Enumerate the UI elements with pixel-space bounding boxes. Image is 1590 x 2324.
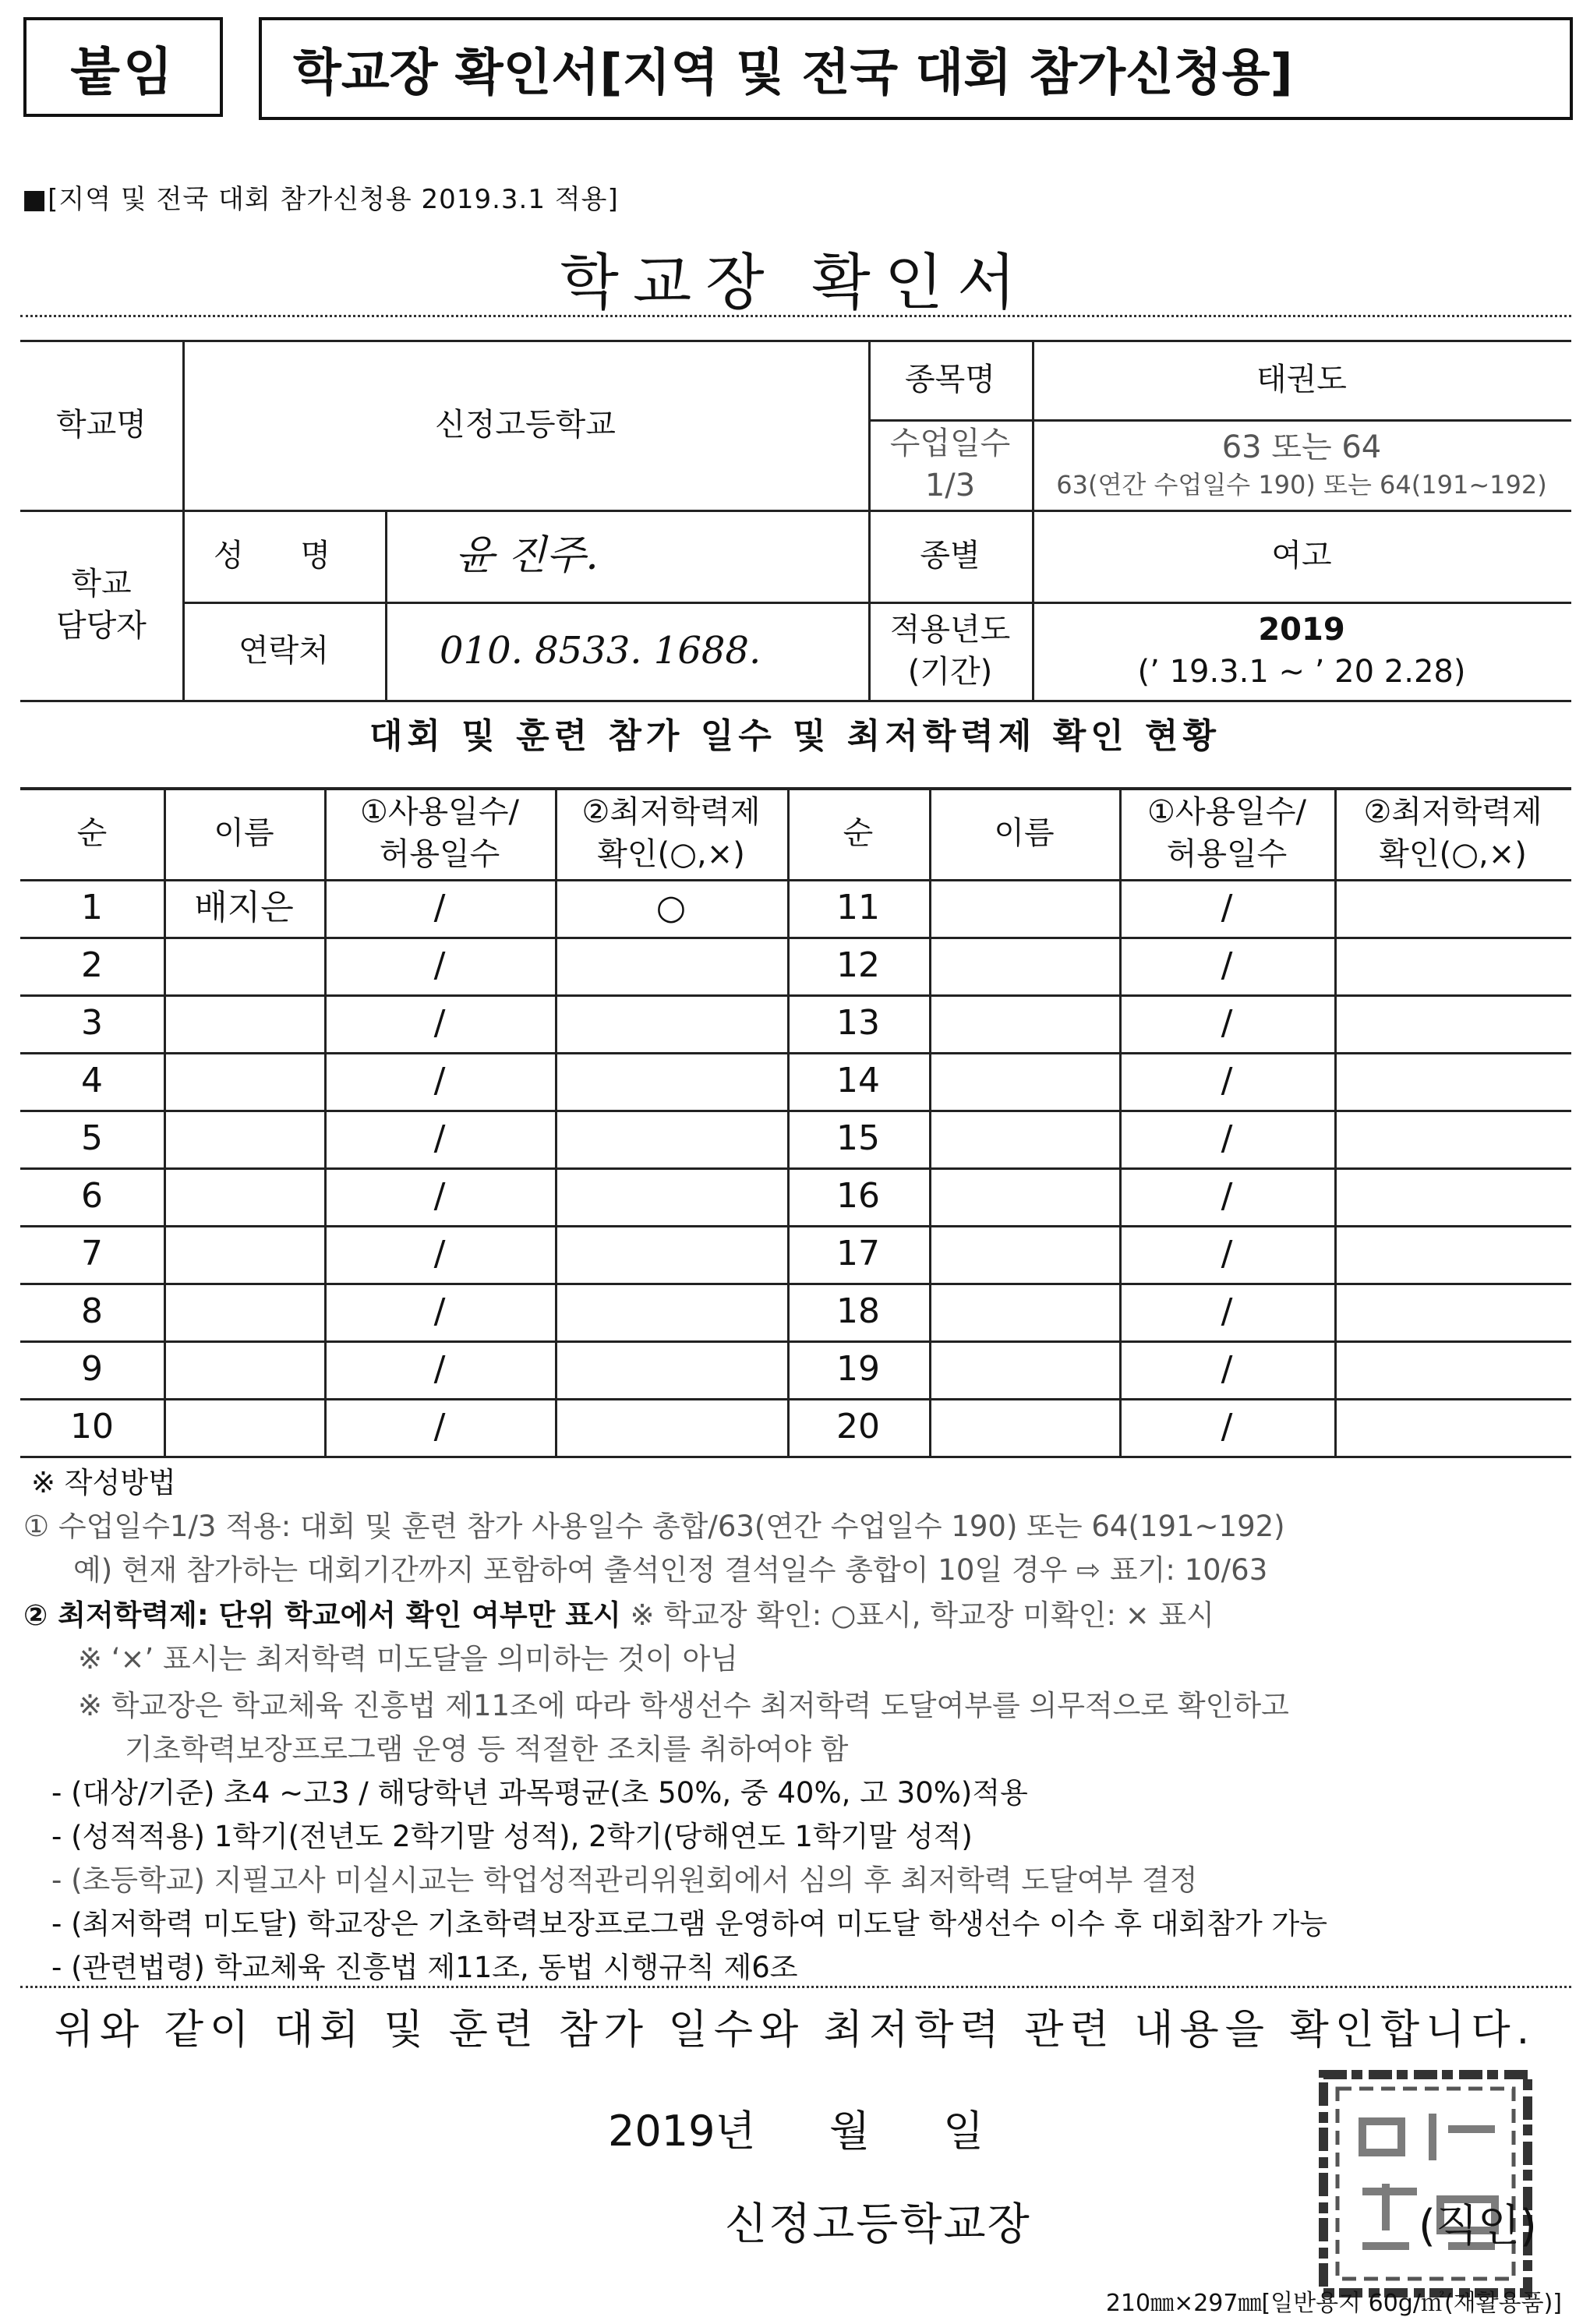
class-days-label — [868, 419, 1032, 510]
header-no — [787, 787, 929, 879]
row-number: 1 — [81, 888, 103, 928]
student-name: 배지은 — [194, 888, 294, 928]
student-name — [929, 1225, 1119, 1283]
student-name — [164, 937, 324, 994]
note-4-line-1: ※ 학교장은 학교체육 진흥법 제11조에 따라 학생선수 최저학력 도달여부를 의무적으로 확인하고 — [78, 1689, 1289, 1722]
student-name — [164, 1052, 324, 1110]
days-used: / — [1221, 1003, 1233, 1044]
achievement-check — [555, 994, 787, 1052]
days-used: / — [433, 1291, 446, 1332]
header-days-text: 허용일수 — [1166, 836, 1288, 872]
student-name — [164, 1225, 324, 1283]
school-name-value: 신정고등학교 — [435, 407, 616, 443]
notice-line: ■[지역 및 전국 대회 참가신청용 2019.3.1 적용] — [22, 184, 619, 215]
class-days-label-line2: 1/3 — [924, 468, 976, 503]
note-1-line-1: ① 수업일수1/3 적용: 대회 및 훈련 참가 사용일수 총합/63(연간 수업일수 190) 또는 64(191~192) — [23, 1510, 1285, 1543]
section-title: 대회 및 훈련 참가 일수 및 최저학력제 확인 현황 — [369, 716, 1221, 756]
sport-value: 태권도 — [1256, 362, 1347, 397]
achievement-check — [1334, 1167, 1571, 1225]
confirmation-text: 위와 같이 대회 및 훈련 참가 일수와 최저학력 관련 내용을 확인합니다. — [54, 2007, 1536, 2054]
year-label-line1: 적용년도 — [889, 612, 1011, 648]
days-used: / — [1221, 945, 1233, 986]
header-days — [1119, 787, 1334, 879]
class-days-main: 63 또는 64 — [1221, 429, 1382, 466]
bullet-2: - (성적적용) 1학기(전년도 2학기말 성적), 2학기(당해연도 1학기말 성적) — [51, 1820, 973, 1853]
header-name-text: 이름 — [994, 815, 1055, 851]
achievement-check — [1334, 879, 1571, 937]
sport-label: 종목명 — [905, 362, 995, 397]
header-check-text: ②최저학력제 — [581, 794, 761, 830]
category-label: 종별 — [920, 538, 980, 574]
row-number: 18 — [836, 1291, 880, 1332]
row-number: 16 — [836, 1176, 880, 1217]
achievement-check — [555, 1110, 787, 1167]
student-name — [929, 994, 1119, 1052]
student-name — [929, 1283, 1119, 1340]
achievement-check — [555, 937, 787, 994]
header-days-text: 허용일수 — [379, 836, 500, 872]
note-2-rest: ※ 학교장 확인: ○표시, 학교장 미확인: × 표시 — [630, 1598, 1214, 1632]
paper-spec-footer: 210㎜×297㎜[일반용지 60g/㎡(재활용품)] — [1105, 2290, 1562, 2317]
row-number: 3 — [81, 1003, 103, 1044]
note-2-bold: ② 최저학력제: 단위 학교에서 확인 여부만 표시 — [23, 1598, 621, 1632]
row-number: 10 — [70, 1407, 114, 1447]
days-used: / — [1221, 1349, 1233, 1390]
header-name — [164, 787, 324, 879]
days-used: / — [433, 1003, 446, 1044]
student-name — [164, 1283, 324, 1340]
days-used: / — [1221, 1061, 1233, 1101]
student-name — [929, 1167, 1119, 1225]
contact-label: 연락처 — [238, 633, 329, 669]
bullet-5: - (관련법령) 학교체육 진흥법 제11조, 동법 시행규칙 제6조 — [51, 1951, 798, 1984]
header-check-text: ②최저학력제 — [1363, 794, 1542, 830]
header-no-text: 순 — [843, 815, 874, 851]
year-label-line2: (기간) — [907, 654, 993, 690]
note-1-line-2: 예) 현재 참가하는 대회기간까지 포함하여 출석인정 결석일수 총합이 10일 경우 ⇨ 표기: 10/63 — [73, 1553, 1268, 1587]
dotted-divider — [20, 315, 1571, 317]
manager-label — [20, 510, 182, 700]
school-name-label: 학교명 — [56, 407, 147, 443]
bullet-3: - (초등학교) 지필고사 미실시교는 학업성적관리위원회에서 심의 후 최저학력 도달여부 결정 — [51, 1863, 1198, 1897]
days-used: / — [1221, 1176, 1233, 1217]
achievement-check — [1334, 1283, 1571, 1340]
year-period: (’ 19.3.1 ~ ’ 20 2.28) — [1137, 654, 1466, 690]
student-name — [164, 1110, 324, 1167]
days-used: / — [1221, 1291, 1233, 1332]
student-name — [164, 994, 324, 1052]
days-used: / — [433, 1234, 446, 1274]
date-day: 일 — [943, 2107, 984, 2156]
date-year: 2019년 — [608, 2107, 756, 2156]
notes-heading: ※ 작성방법 — [31, 1466, 176, 1499]
student-name — [164, 1398, 324, 1456]
student-name — [929, 1340, 1119, 1398]
student-name — [929, 1110, 1119, 1167]
row-number: 13 — [836, 1003, 880, 1044]
date-month: 월 — [829, 2107, 871, 2156]
year-main: 2019 — [1258, 612, 1345, 648]
days-used: / — [1221, 1118, 1233, 1159]
contact-handwritten: 010. 8533. 1688. — [440, 628, 761, 673]
achievement-check — [555, 1167, 787, 1225]
achievement-check — [555, 1398, 787, 1456]
class-days-note: 63(연간 수업일수 190) 또는 64(191~192) — [1056, 470, 1547, 500]
student-name — [929, 1398, 1119, 1456]
note-3: ※ ‘×’ 표시는 최저학력 미도달을 의미하는 것이 아님 — [78, 1642, 738, 1676]
bullet-1: - (대상/기준) 초4 ~고3 / 해당학년 과목평균(초 50%, 중 40%, 고 30%)적용 — [51, 1776, 1028, 1810]
student-name — [929, 937, 1119, 994]
row-number: 15 — [836, 1118, 880, 1159]
achievement-check — [1334, 994, 1571, 1052]
header-days-text: ①사용일수/ — [360, 794, 519, 830]
row-number: 20 — [836, 1407, 880, 1447]
achievement-check — [1334, 937, 1571, 994]
category-value: 여고 — [1271, 538, 1332, 574]
note-4-line-2: 기초학력보장프로그램 운영 등 적절한 조치를 취하여야 함 — [125, 1732, 849, 1766]
achievement-check — [1334, 1398, 1571, 1456]
days-used: / — [1221, 1407, 1233, 1447]
days-used: / — [433, 888, 446, 928]
header-check — [1334, 787, 1571, 879]
achievement-check — [1334, 1052, 1571, 1110]
year-label — [868, 602, 1032, 700]
row-number: 7 — [81, 1234, 103, 1274]
row-number: 14 — [836, 1061, 880, 1101]
row-number: 11 — [836, 888, 880, 928]
days-used: / — [433, 1349, 446, 1390]
achievement-check — [555, 1225, 787, 1283]
manager-name-handwritten: 윤 진주. — [455, 532, 599, 579]
header-no-text: 순 — [76, 815, 108, 851]
row-number: 6 — [81, 1176, 103, 1217]
manager-label-line1: 학교 — [71, 566, 132, 602]
days-used: / — [433, 945, 446, 986]
header-name-text: 이름 — [214, 815, 274, 851]
info-bottom-border — [20, 700, 1571, 702]
student-name — [929, 879, 1119, 937]
header-check-text: 확인(○,×) — [1379, 836, 1527, 872]
row-number: 5 — [81, 1118, 103, 1159]
principal-name: 신정고등학교장 — [725, 2199, 1031, 2250]
days-used: / — [1221, 1234, 1233, 1274]
days-used: / — [433, 1176, 446, 1217]
header-days — [324, 787, 555, 879]
name-label: 성 명 — [214, 538, 354, 574]
achievement-check — [555, 1052, 787, 1110]
days-used: / — [433, 1407, 446, 1447]
row-number: 4 — [81, 1061, 103, 1101]
student-name — [929, 1052, 1119, 1110]
days-used: / — [1221, 888, 1233, 928]
achievement-check — [1334, 1110, 1571, 1167]
row-number: 12 — [836, 945, 880, 986]
row-number: 17 — [836, 1234, 880, 1274]
header-name — [929, 787, 1119, 879]
days-used: / — [433, 1118, 446, 1159]
note-2 — [23, 1591, 1214, 1634]
row-number: 2 — [81, 945, 103, 986]
header-title: 학교장 확인서[지역 및 전국 대회 참가신청용] — [259, 17, 1573, 120]
attachment-label: 붙임 — [23, 17, 223, 117]
achievement-check — [1334, 1225, 1571, 1283]
achievement-check — [555, 1283, 787, 1340]
manager-label-line2: 담당자 — [56, 608, 147, 644]
seal-label: (직인) — [1419, 2201, 1537, 2252]
row-number: 8 — [81, 1291, 103, 1332]
year-value — [1032, 602, 1571, 700]
header-check — [555, 787, 787, 879]
header-check-text: 확인(○,×) — [597, 836, 745, 872]
row-number: 9 — [81, 1349, 103, 1390]
document-title: 학교장 확인서 — [560, 248, 1030, 318]
class-days-label-line1: 수업일수 — [889, 426, 1011, 461]
class-days-value — [1032, 419, 1571, 510]
table-row-border — [20, 1456, 1571, 1458]
student-name — [164, 1167, 324, 1225]
bullet-4: - (최저학력 미도달) 학교장은 기초학력보장프로그램 운영하여 미도달 학생선수 이수 후 대회참가 가능 — [51, 1907, 1328, 1941]
header-days-text: ①사용일수/ — [1147, 794, 1306, 830]
official-seal-stamp — [1316, 2067, 1535, 2301]
student-name — [164, 1340, 324, 1398]
days-used: / — [433, 1061, 446, 1101]
achievement-check — [555, 1340, 787, 1398]
achievement-check — [1334, 1340, 1571, 1398]
dotted-divider — [20, 1986, 1571, 1988]
row-number: 19 — [836, 1349, 880, 1390]
header-no — [20, 787, 164, 879]
achievement-check: ○ — [655, 888, 687, 928]
